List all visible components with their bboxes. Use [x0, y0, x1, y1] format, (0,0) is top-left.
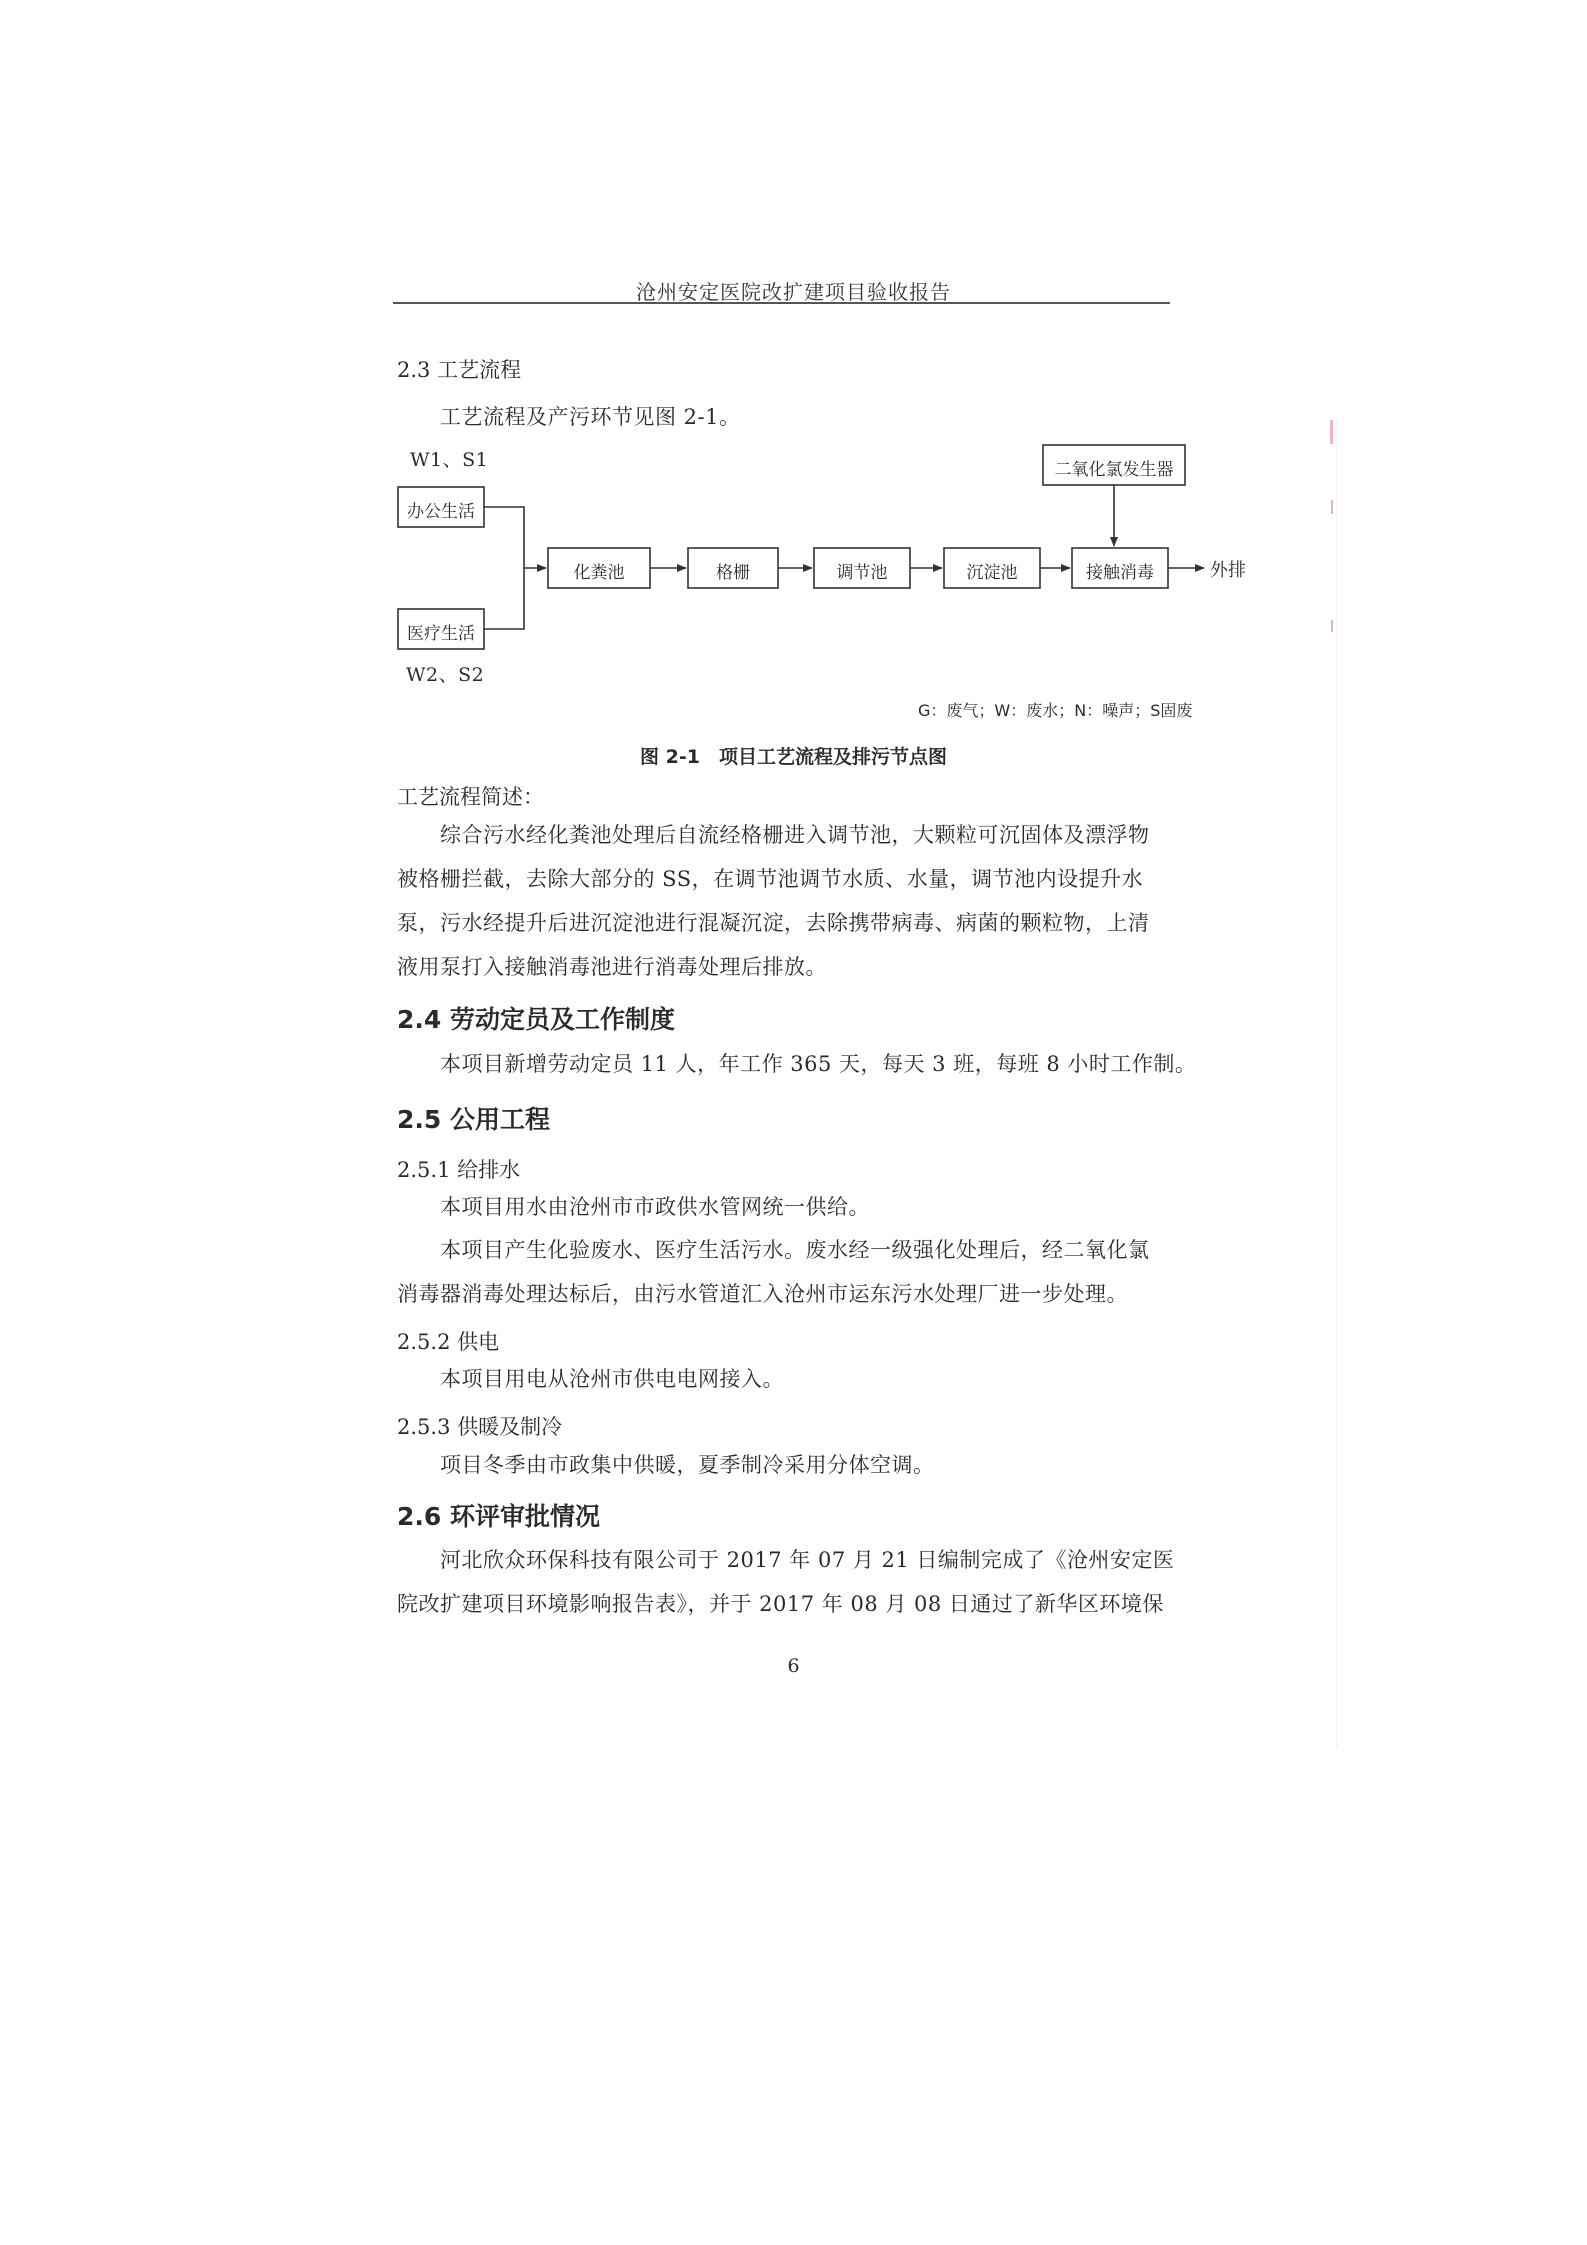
running-header: 沧州安定医院改扩建项目验收报告: [636, 280, 951, 304]
scan-mark: [1330, 420, 1333, 444]
heating-cooling-text: 项目冬季由市政集中供暖，夏季制冷采用分体空调。: [440, 1453, 935, 1477]
section-2-5-heading: 2.5 公用工程: [397, 1105, 550, 1134]
septic-tank-label: 化粪池: [573, 563, 625, 583]
section-2-4-heading: 2.4 劳动定员及工作制度: [397, 1005, 675, 1034]
section-2-3-heading: 2.3 工艺流程: [397, 358, 522, 382]
label-w2-s2: W2、S2: [406, 664, 485, 686]
regulating-tank-label: 调节池: [836, 563, 888, 583]
flowchart-svg: [0, 0, 1587, 760]
section-2-5-1-heading: 2.5.1 给排水: [397, 1158, 521, 1182]
contact-disinfection-label: 接触消毒: [1086, 563, 1154, 583]
process-line-2: 被格栅拦截，去除大部分的 SS，在调节池调节水质、水量，调节池内设提升水: [397, 867, 1144, 891]
process-line-3: 泵，污水经提升后进沉淀池进行混凝沉淀，去除携带病毒、病菌的颗粒物，上清: [397, 911, 1150, 935]
figure-caption: 图 2-1 项目工艺流程及排污节点图: [640, 746, 947, 768]
section-2-5-2-heading: 2.5.2 供电: [397, 1330, 500, 1354]
section-2-5-3-heading: 2.5.3 供暖及制冷: [397, 1415, 563, 1439]
settling-tank-label: 沉淀池: [966, 563, 1018, 583]
grille-label: 格栅: [716, 563, 750, 583]
water-supply-line-1: 本项目用水由沧州市市政供水管网统一供给。: [440, 1195, 870, 1219]
water-supply-line-3: 消毒器消毒处理达标后，由污水管道汇入沧州市运东污水处理厂进一步处理。: [397, 1282, 1128, 1306]
process-flowchart: [0, 0, 1587, 760]
eia-approval-line-2: 院改扩建项目环境影响报告表》，并于 2017 年 08 月 08 日通过了新华区环境保: [397, 1592, 1164, 1616]
eia-approval-line-1: 河北欣众环保科技有限公司于 2017 年 07 月 21 日编制完成了《沧州安定医: [440, 1548, 1175, 1572]
section-2-6-heading: 2.6 环评审批情况: [397, 1502, 600, 1531]
process-line-1: 综合污水经化粪池处理后自流经格栅进入调节池，大颗粒可沉固体及漂浮物: [440, 823, 1150, 847]
water-supply-line-2: 本项目产生化验废水、医疗生活污水。废水经一级强化处理后，经二氧化氯: [440, 1238, 1150, 1262]
medical-life-label: 医疗生活: [407, 624, 475, 644]
discharge-label: 外排: [1210, 560, 1246, 581]
power-supply-text: 本项目用电从沧州市供电电网接入。: [440, 1367, 784, 1391]
scan-mark: [1331, 500, 1333, 514]
process-description-title: 工艺流程简述：: [397, 785, 544, 809]
section-2-3-intro: 工艺流程及产污环节见图 2-1。: [440, 405, 741, 429]
page-number: 6: [787, 1655, 800, 1677]
scan-edge: [1336, 420, 1337, 1750]
flowchart-legend: G：废气；W：废水；N：噪声；S固废: [918, 701, 1193, 720]
process-line-4: 液用泵打入接触消毒池进行消毒处理后排放。: [397, 955, 827, 979]
scan-mark: [1331, 620, 1333, 632]
label-w1-s1: W1、S1: [410, 449, 489, 471]
chlorine-generator-label: 二氧化氯发生器: [1054, 460, 1174, 480]
office-life-label: 办公生活: [407, 502, 475, 522]
section-2-4-text: 本项目新增劳动定员 11 人，年工作 365 天，每天 3 班，每班 8 小时工作制。: [440, 1052, 1197, 1076]
